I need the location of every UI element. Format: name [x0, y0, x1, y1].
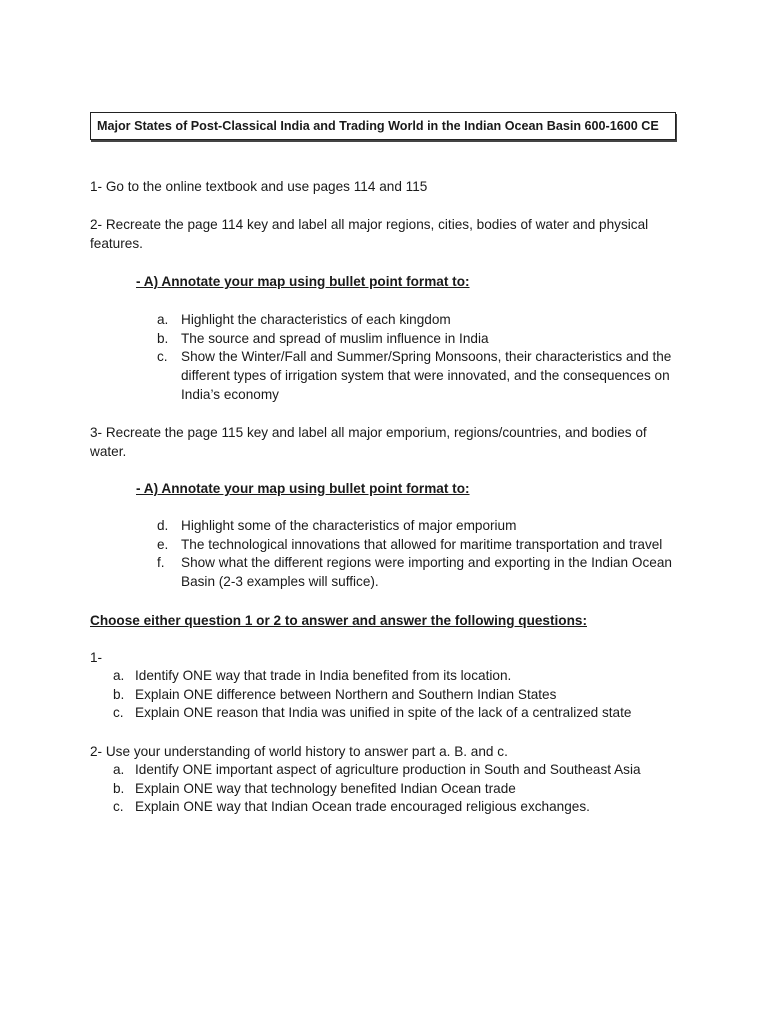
- list-marker: a.: [113, 762, 125, 777]
- list-item: [113, 667, 673, 686]
- list-item-text: Show the Winter/Fall and Summer/Spring Monsoons, their characteristics and the different types of irrigation system that were innovated, and the consequences on India’s economy: [181, 349, 672, 402]
- list-item-text: Explain ONE difference between Northern and Southern Indian States: [135, 686, 557, 702]
- question-1-list: [113, 667, 673, 723]
- list-item-text: Highlight the characteristics of each kingdom: [181, 312, 451, 327]
- list-item-text: Show what the different regions were importing and exporting in the Indian Ocean Basin (2-3 examples will suffice).: [181, 555, 672, 590]
- annotation-list-1: [157, 311, 677, 405]
- list-marker: b.: [113, 686, 125, 702]
- list-marker: b.: [113, 780, 125, 796]
- step-1-instruction: 1- Go to the online textbook and use pages 114 and 115: [90, 179, 428, 194]
- list-item: [157, 554, 677, 591]
- document-title: Major States of Post-Classical India and Trading World in the Indian Ocean Basin 600-1600 CE: [97, 119, 659, 133]
- list-item: [157, 330, 677, 349]
- list-item: [157, 536, 677, 555]
- list-item: [113, 761, 673, 780]
- list-marker: b.: [157, 330, 169, 346]
- list-item-text: The source and spread of muslim influence in India: [181, 330, 489, 346]
- list-marker: c.: [157, 349, 168, 365]
- list-marker: d.: [157, 518, 169, 533]
- list-item: [113, 780, 673, 799]
- question-2-label: 2- Use your understanding of world history to answer part a. B. and c.: [90, 744, 508, 759]
- list-marker: c.: [113, 705, 124, 721]
- list-marker: a.: [157, 312, 169, 327]
- list-item-text: Explain ONE way that technology benefited Indian Ocean trade: [135, 780, 516, 796]
- list-item-text: Identify ONE way that trade in India benefited from its location.: [135, 668, 512, 683]
- question-1-label: 1-: [90, 650, 103, 665]
- title-box: [90, 112, 676, 140]
- list-item: [157, 311, 677, 330]
- list-item: [113, 798, 673, 817]
- list-item: [157, 348, 677, 404]
- list-item-text: The technological innovations that allowed for maritime transportation and travel: [181, 536, 663, 552]
- question-2-list: [113, 761, 673, 817]
- list-item-text: Explain ONE reason that India was unified in spite of the lack of a centralized state: [135, 705, 632, 721]
- list-marker: c.: [113, 799, 124, 815]
- list-item: [113, 704, 673, 723]
- list-marker: e.: [157, 536, 169, 552]
- step-2-instruction: 2- Recreate the page 114 key and label all major regions, cities, bodies of water and physical features.: [90, 217, 649, 251]
- list-item-text: Explain ONE way that Indian Ocean trade encouraged religious exchanges.: [135, 799, 590, 815]
- annotation-list-2: [157, 517, 677, 592]
- annotate-heading-2: - A) Annotate your map using bullet point format to:: [136, 481, 470, 496]
- list-item-text: Identify ONE important aspect of agriculture production in South and Southeast Asia: [135, 762, 641, 777]
- list-item-text: Highlight some of the characteristics of major emporium: [181, 518, 517, 533]
- annotate-heading-1: - A) Annotate your map using bullet point format to:: [136, 274, 470, 289]
- list-item: [113, 686, 673, 705]
- list-marker: a.: [113, 668, 125, 683]
- list-marker: f.: [157, 555, 165, 571]
- step-3-instruction: 3- Recreate the page 115 key and label all major emporium, regions/countries, and bodies of water.: [90, 425, 647, 459]
- list-item: [157, 517, 677, 536]
- choose-question-heading: Choose either question 1 or 2 to answer and answer the following questions:: [90, 613, 587, 628]
